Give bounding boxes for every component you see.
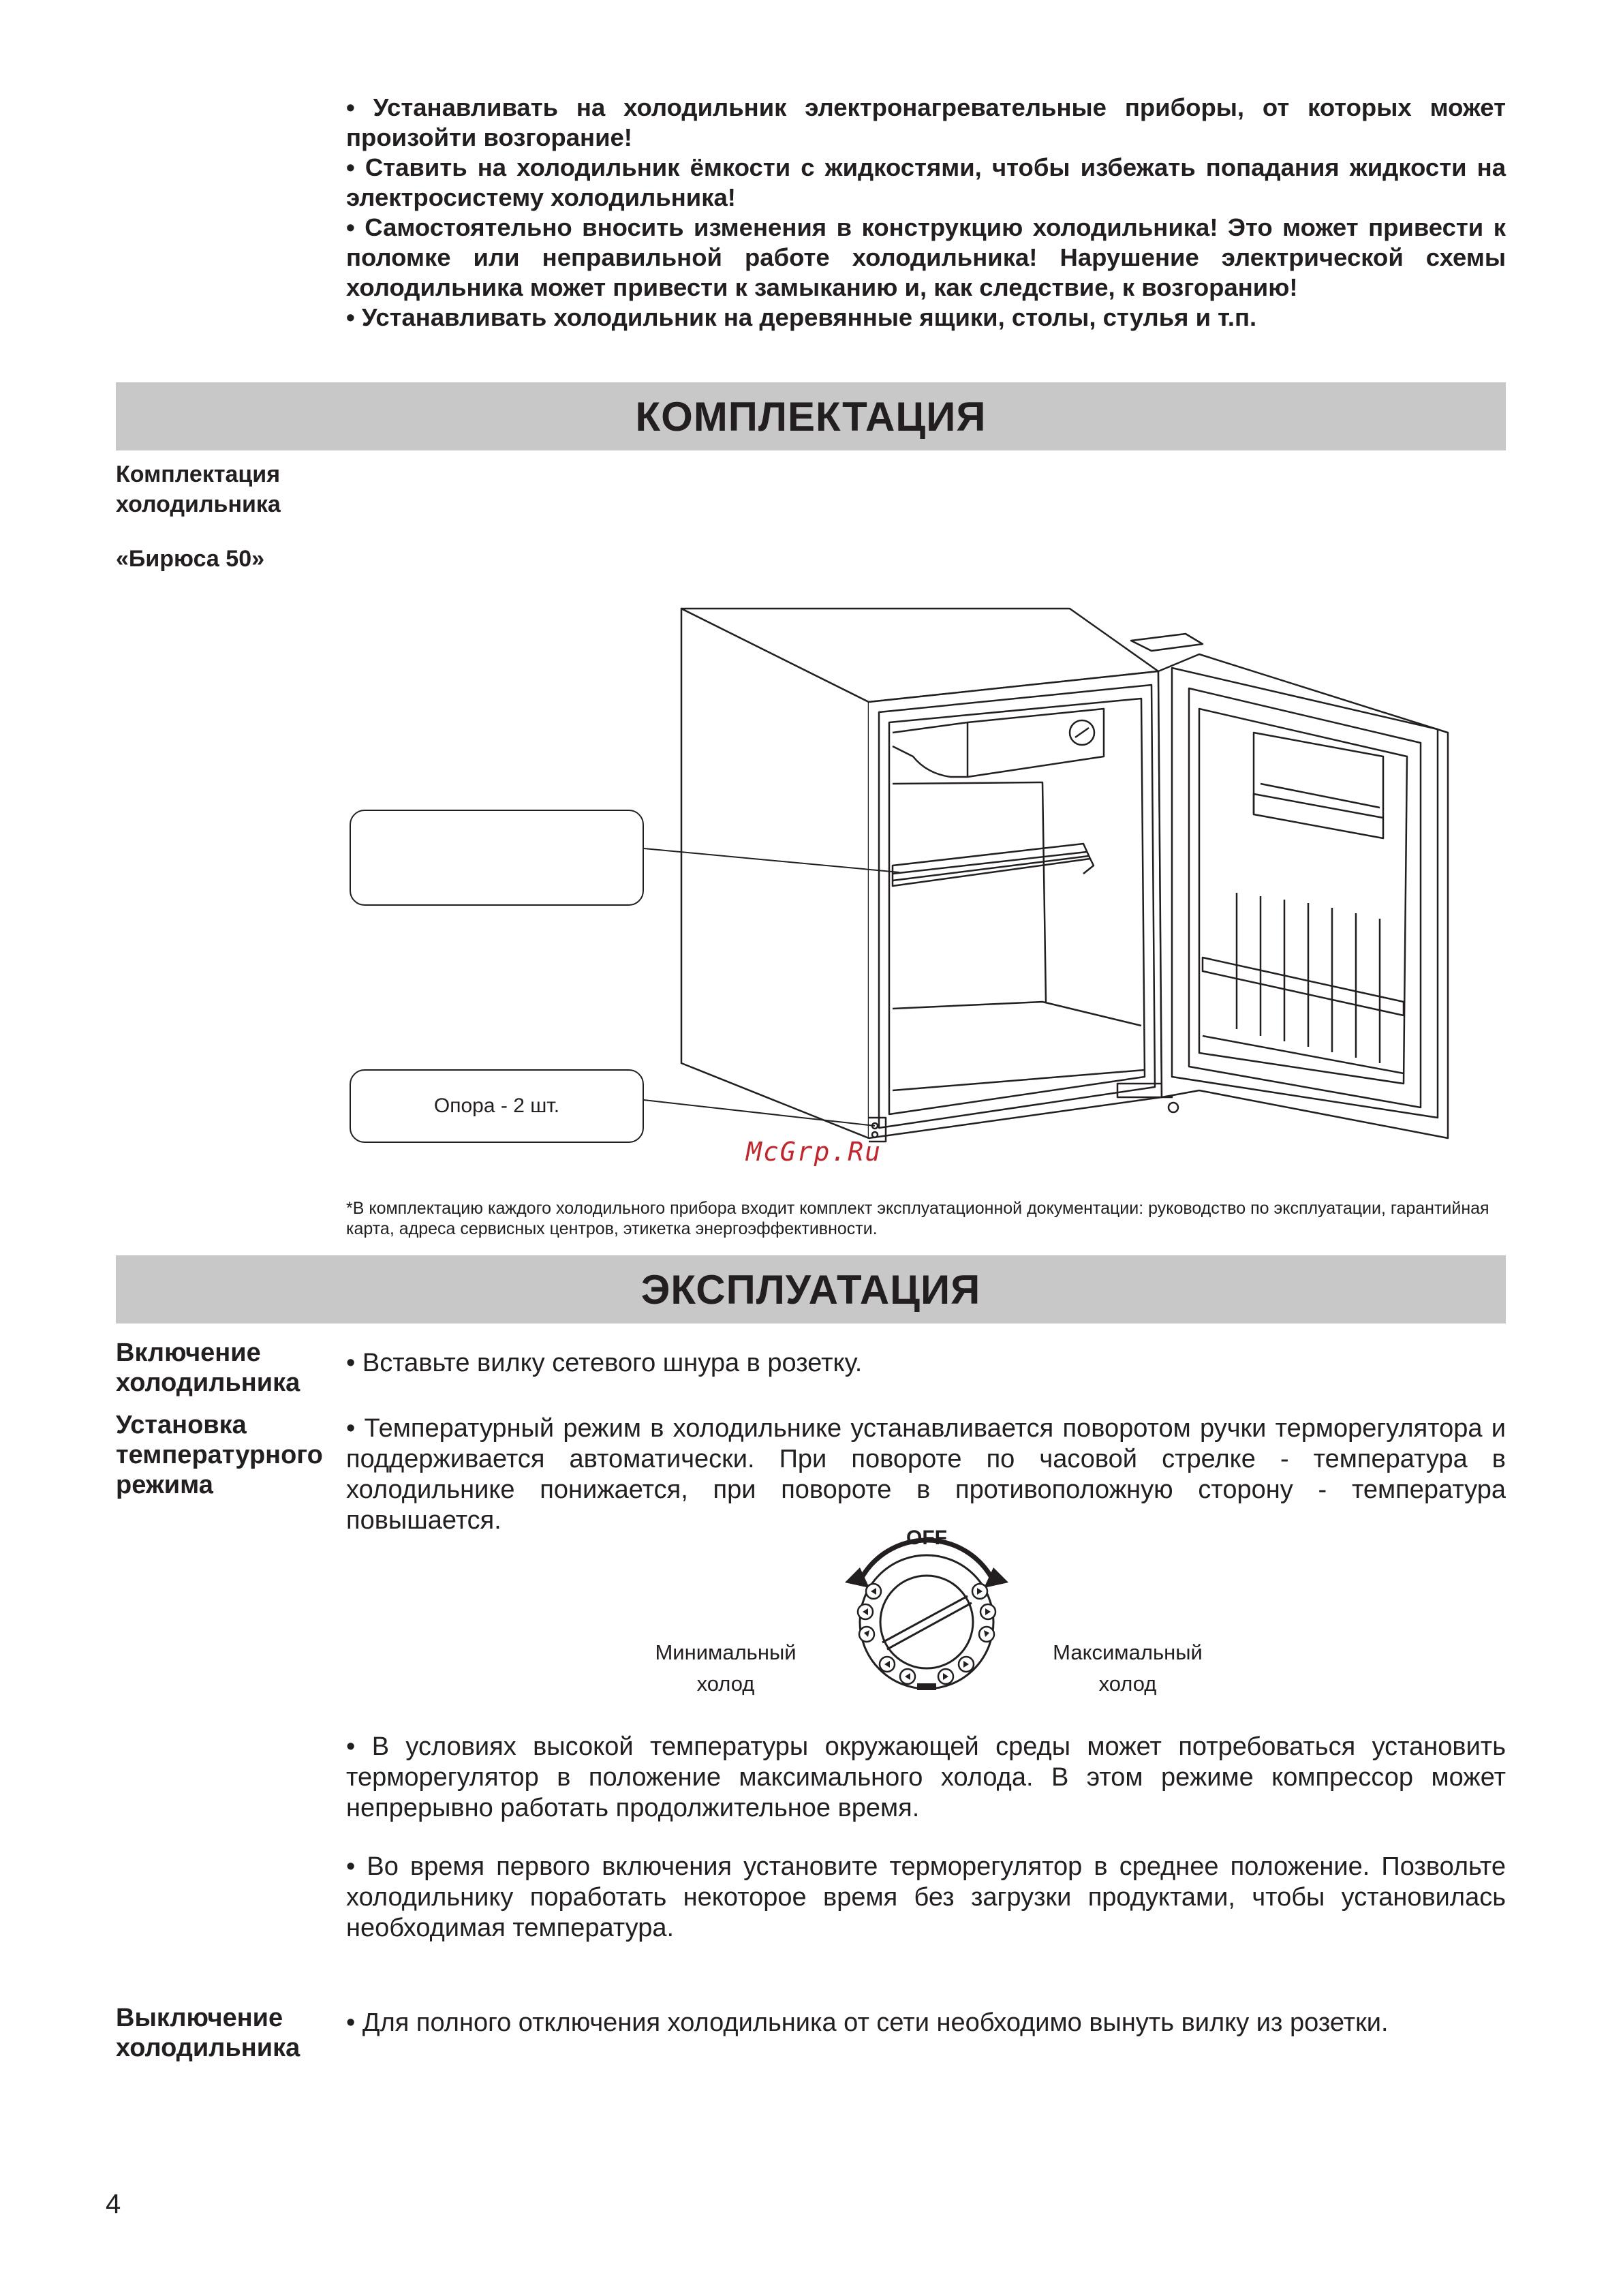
watermark: McGrp.Ru	[746, 1137, 882, 1167]
high-temp-note	[346, 1732, 1506, 1824]
power-on-label-line-2: холодильника	[116, 1368, 300, 1397]
model-name: «Бирюса 50»	[116, 546, 265, 572]
thermostat-dial	[824, 1520, 1029, 1704]
warning-item: • Ставить на холодильник ёмкости с жидкостями, чтобы избежать попадания жидкости на электросистему холодильника!	[346, 153, 1506, 211]
kit-side-label	[116, 459, 334, 519]
dial-max-line-2: холод	[1098, 1672, 1157, 1696]
power-off-label-line-2: холодильника	[116, 2034, 300, 2062]
power-off-label-line-1: Выключение	[116, 2004, 283, 2032]
power-on-label	[116, 1338, 334, 1398]
power-on-label-line-1: Включение	[116, 1338, 261, 1367]
section-header-kit: КОМПЛЕКТАЦИЯ	[116, 382, 1506, 450]
temp-setting-paragraph: • Температурный режим в холодильнике устанавливается поворотом ручки терморегулятора и поддерживается автоматически. При повороте по часовой стрелке - температура в холодильнике понижается, при повороте в противоположную сторону - температура повышается.	[346, 1414, 1506, 1535]
dial-max-label	[1036, 1637, 1220, 1700]
dial-min-label	[634, 1637, 818, 1700]
dial-min-line-2: холод	[696, 1672, 755, 1696]
kit-footnote: *В комплектацию каждого холодильного прибора входит комплект эксплуатационной документации: руководство по эксплуатации, гарантийная карта, адреса сервисных центров, этикетка энергоэффективности.	[346, 1199, 1489, 1238]
first-start-paragraph: • Во время первого включения установите терморегулятор в среднее положение. Позвольте холодильнику поработать некоторое время без загрузки продуктами, чтобы установилась необходимая температура.	[346, 1852, 1506, 1942]
warnings-list	[346, 93, 1506, 333]
warning-item: • Устанавливать на холодильник электронагревательные приборы, от которых может произойти возгорание!	[346, 93, 1506, 151]
first-start-note	[346, 1852, 1506, 1944]
kit-side-line-1: Комплектация	[116, 461, 281, 487]
warning-item: • Самостоятельно вносить изменения в конструкцию холодильника! Это может привести к поломке или неправильной работе холодильника! Нарушение электрической схемы холодильника может привести к замыканию и, как следствие, к возгоранию!	[346, 213, 1506, 301]
power-off-text: • Для полного отключения холодильника от сети необходимо вынуть вилку из розетки.	[346, 2008, 1389, 2037]
section-header-operation: ЭКСПЛУАТАЦИЯ	[116, 1255, 1506, 1323]
high-temp-paragraph: • В условиях высокой температуры окружающей среды может потребоваться установить терморегулятор в положение максимального холода. В этом режиме компрессор может непрерывно работать продолжительное время.	[346, 1732, 1506, 1822]
power-off-label	[116, 2003, 334, 2063]
temp-label-line-1: Установка	[116, 1411, 247, 1439]
warning-item: • Устанавливать холодильник на деревянные ящики, столы, стулья и т.п.	[346, 303, 1257, 331]
shelf-callout	[350, 810, 644, 906]
kit-side-line-2: холодильника	[116, 491, 281, 517]
temp-label-line-2: температурного	[116, 1441, 323, 1469]
temp-setting-label	[116, 1410, 334, 1500]
temp-setting-text	[346, 1413, 1506, 1536]
feet-callout: Опора - 2 шт.	[350, 1069, 644, 1143]
dial-max-line-1: Максимальный	[1053, 1640, 1203, 1664]
temp-label-line-3: режима	[116, 1471, 213, 1499]
power-on-text: • Вставьте вилку сетевого шнура в розетку.	[346, 1349, 863, 1377]
page-number: 4	[106, 2189, 121, 2219]
dial-min-line-1: Минимальный	[655, 1640, 797, 1664]
dial-off-label: OFF	[906, 1527, 947, 1549]
